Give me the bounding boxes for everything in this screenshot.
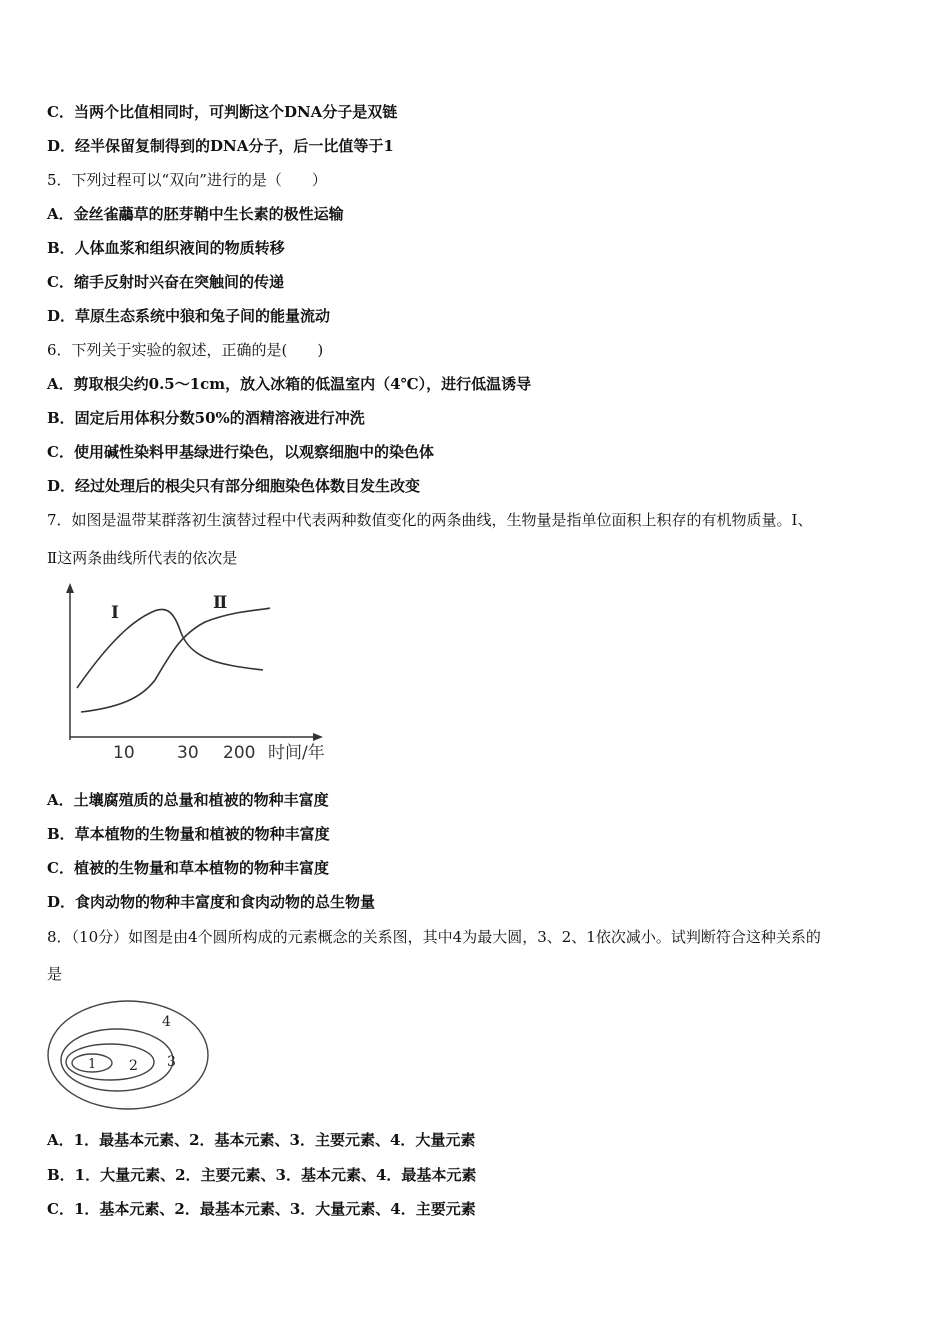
curve-i bbox=[77, 609, 263, 688]
q5-option-d: D．草原生态系统中狼和兔子间的能量流动 bbox=[47, 307, 331, 325]
q5-option-c: C．缩手反射时兴奋在突触间的传递 bbox=[47, 273, 284, 291]
option-c-prev: C．当两个比值相同时，可判断这个DNA分子是双链 bbox=[47, 103, 398, 121]
q8-option-c: C．1．基本元素、2．最基本元素、3．大量元素、4．主要元素 bbox=[47, 1200, 476, 1218]
option-d-prev: D．经半保留复制得到的DNA分子，后一比值等于1 bbox=[47, 137, 394, 155]
succession-chart bbox=[55, 580, 355, 770]
circle-1-label: 1 bbox=[88, 1057, 97, 1072]
question-8: 8．（10分）如图是由4个圆所构成的元素概念的关系图，其中4为最大圆，3、2、1依次减小。试判断符合这种关系的 bbox=[47, 928, 821, 946]
circle-3-label: 3 bbox=[167, 1054, 176, 1070]
x-tick-200: 200 bbox=[223, 743, 256, 763]
q7-option-b: B．草本植物的生物量和植被的物种丰富度 bbox=[47, 825, 330, 843]
circle-4 bbox=[48, 1001, 208, 1109]
curve-ii bbox=[81, 608, 270, 712]
x-axis-arrow-icon bbox=[313, 733, 323, 741]
q5-option-b: B．人体血浆和组织液间的物质转移 bbox=[47, 239, 285, 257]
q6-option-d: D．经过处理后的根尖只有部分细胞染色体数目发生改变 bbox=[47, 477, 421, 495]
question-5: 5．下列过程可以“双向”进行的是（ ） bbox=[47, 171, 327, 189]
q8-option-b: B．1．大量元素、2．主要元素、3．基本元素、4．最基本元素 bbox=[47, 1166, 477, 1184]
circle-4-label: 4 bbox=[162, 1014, 171, 1030]
q7-option-a: A．土壤腐殖质的总量和植被的物种丰富度 bbox=[47, 791, 329, 809]
q6-option-c: C．使用碱性染料甲基绿进行染色，以观察细胞中的染色体 bbox=[47, 443, 434, 461]
q5-option-a: A．金丝雀虉草的胚芽鞘中生长素的极性运输 bbox=[47, 205, 344, 223]
curve-i-label: Ⅰ bbox=[111, 603, 119, 623]
circle-2-label: 2 bbox=[129, 1058, 138, 1074]
question-8-cont: 是 bbox=[47, 965, 63, 983]
circle-3 bbox=[61, 1029, 173, 1091]
nested-circles-diagram bbox=[45, 998, 215, 1113]
x-tick-30: 30 bbox=[177, 743, 199, 763]
question-6: 6．下列关于实验的叙述，正确的是( ) bbox=[47, 341, 324, 359]
q7-option-d: D．食肉动物的物种丰富度和食肉动物的总生物量 bbox=[47, 893, 376, 911]
x-axis-label: 时间/年 bbox=[268, 743, 325, 763]
question-7: 7．如图是温带某群落初生演替过程中代表两种数值变化的两条曲线，生物量是指单位面积上积存的有机物质量。Ⅰ、 bbox=[47, 511, 813, 529]
question-7-cont: Ⅱ这两条曲线所代表的依次是 bbox=[47, 549, 238, 567]
q6-option-b: B．固定后用体积分数50%的酒精溶液进行冲洗 bbox=[47, 409, 365, 427]
circle-2 bbox=[66, 1044, 154, 1080]
q7-option-c: C．植被的生物量和草本植物的物种丰富度 bbox=[47, 859, 329, 877]
y-axis-arrow-icon bbox=[66, 583, 74, 593]
q8-option-a: A．1．最基本元素、2．基本元素、3．主要元素、4．大量元素 bbox=[47, 1131, 476, 1149]
q6-option-a: A．剪取根尖约0.5～1cm，放入冰箱的低温室内（4℃），进行低温诱导 bbox=[47, 375, 532, 393]
x-tick-10: 10 bbox=[113, 743, 135, 763]
curve-ii-label: Ⅱ bbox=[213, 593, 228, 613]
